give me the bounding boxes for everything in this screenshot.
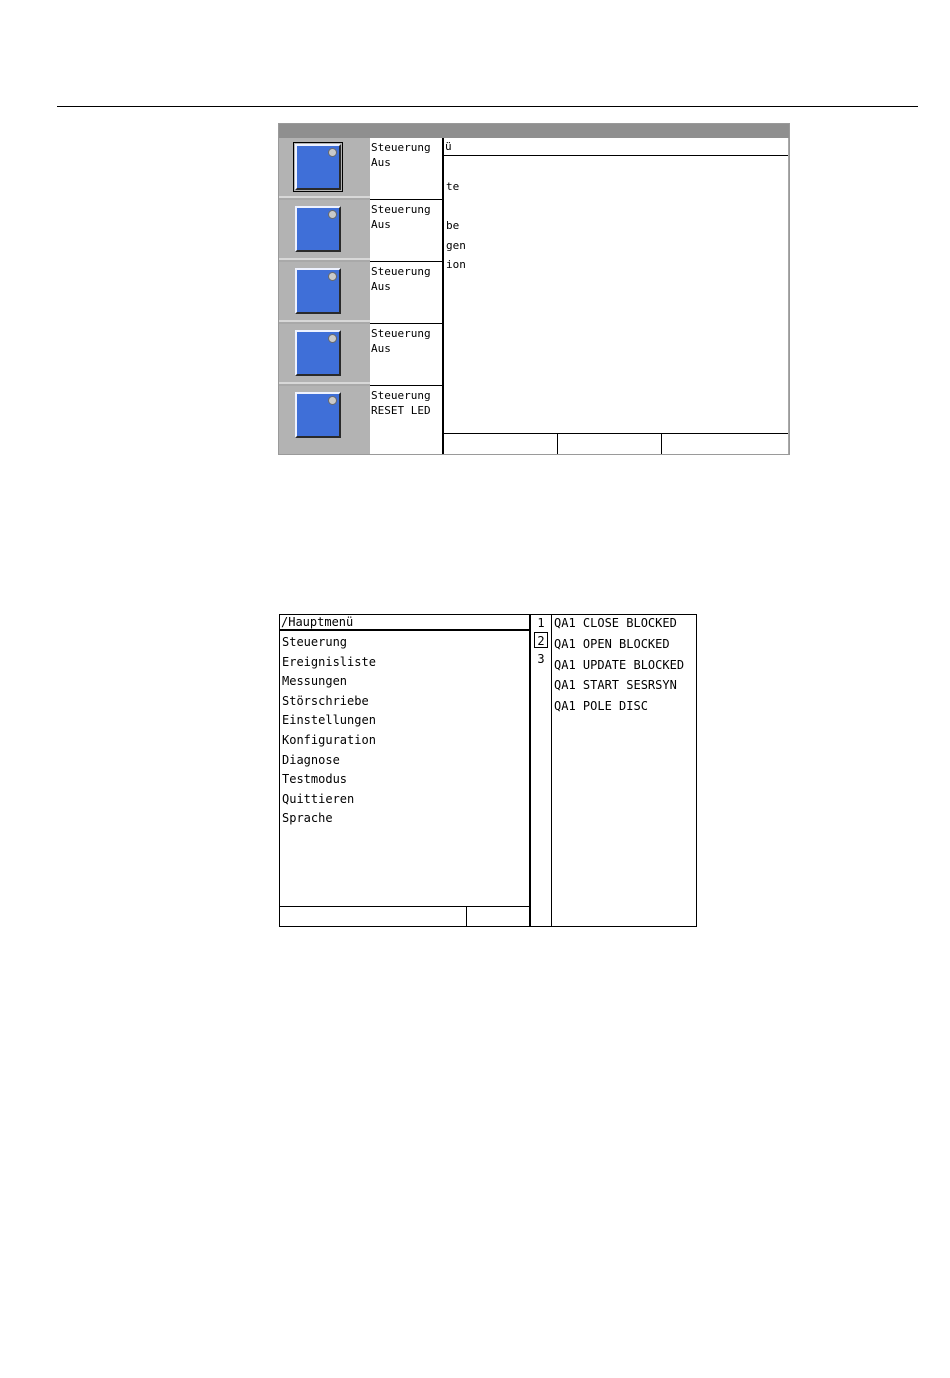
function-key-label-5 bbox=[370, 386, 442, 448]
function-key-label-line2: Aus bbox=[371, 280, 391, 293]
page-header-rule bbox=[57, 106, 918, 107]
main-menu-pane bbox=[280, 615, 529, 926]
function-key-3[interactable] bbox=[295, 268, 341, 314]
status-cell-divider bbox=[557, 434, 558, 454]
function-key-1[interactable] bbox=[295, 144, 341, 190]
alarm-text: QA1 CLOSE BLOCKED bbox=[554, 616, 677, 630]
function-key-2[interactable] bbox=[295, 206, 341, 252]
menu-item-konfiguration[interactable]: Konfiguration bbox=[282, 733, 376, 747]
function-key-label-line2: RESET LED bbox=[371, 404, 431, 417]
function-key-label-4 bbox=[370, 324, 442, 386]
function-key-row-4 bbox=[279, 324, 370, 384]
divider bbox=[551, 615, 552, 926]
alarm-page-selector bbox=[531, 615, 551, 926]
panel-top-bar bbox=[279, 124, 789, 138]
menu-display-area bbox=[444, 138, 788, 454]
page-tab-1[interactable]: 1 bbox=[537, 616, 545, 630]
function-key-label-line2: Aus bbox=[371, 218, 391, 231]
display-title: ü bbox=[444, 138, 788, 156]
menu-item-ereignisliste[interactable]: Ereignisliste bbox=[282, 655, 376, 669]
menu-item-stoerschriebe[interactable]: Störschriebe bbox=[282, 694, 369, 708]
led-icon bbox=[328, 210, 337, 219]
function-key-label-line1: Steuerung bbox=[371, 265, 431, 278]
menu-item-sprache[interactable]: Sprache bbox=[282, 811, 333, 825]
function-key-row-5 bbox=[279, 386, 370, 454]
menu-item-diagnose[interactable]: Diagnose bbox=[282, 753, 340, 767]
page-tab-2[interactable]: 2 bbox=[534, 632, 548, 648]
function-key-label-1 bbox=[370, 138, 442, 200]
function-key-4[interactable] bbox=[295, 330, 341, 376]
alarm-text: QA1 START SESRSYN bbox=[554, 678, 677, 692]
function-key-label-line1: Steuerung bbox=[371, 327, 431, 340]
menu-item-quittieren[interactable]: Quittieren bbox=[282, 792, 355, 806]
function-key-label-2 bbox=[370, 200, 442, 262]
display-line: be bbox=[446, 219, 460, 232]
function-key-label-3 bbox=[370, 262, 442, 324]
alarm-text: QA1 UPDATE BLOCKED bbox=[554, 658, 685, 672]
function-key-row-1 bbox=[279, 138, 370, 198]
display-status-bar bbox=[444, 433, 788, 454]
led-icon bbox=[328, 148, 337, 157]
function-key-row-3 bbox=[279, 262, 370, 322]
display-line: te bbox=[446, 180, 460, 193]
function-key-label-line2: Aus bbox=[371, 342, 391, 355]
led-icon bbox=[328, 272, 337, 281]
function-key-row-2 bbox=[279, 200, 370, 260]
status-cell-divider bbox=[466, 907, 467, 926]
alarm-text: QA1 POLE DISC bbox=[554, 699, 648, 713]
display-line: ion bbox=[446, 258, 466, 271]
menu-status-bar bbox=[280, 906, 529, 926]
menu-item-steuerung[interactable]: Steuerung bbox=[282, 635, 348, 649]
alarm-led-pane bbox=[553, 615, 696, 926]
alarm-text: QA1 OPEN BLOCKED bbox=[554, 637, 670, 651]
function-key-5[interactable] bbox=[295, 392, 341, 438]
function-key-column bbox=[279, 138, 370, 454]
function-key-label-line1: Steuerung bbox=[371, 141, 431, 154]
menu-item-testmodus[interactable]: Testmodus bbox=[282, 772, 348, 786]
menu-title: /Hauptmenü bbox=[280, 615, 529, 631]
display-line: gen bbox=[446, 239, 466, 252]
function-key-label-line1: Steuerung bbox=[371, 203, 431, 216]
function-key-label-line2: Aus bbox=[371, 156, 391, 169]
lhmi-screen-main-menu bbox=[279, 614, 697, 927]
led-icon bbox=[328, 396, 337, 405]
function-key-label-line1: Steuerung bbox=[371, 389, 431, 402]
page-tab-3[interactable]: 3 bbox=[537, 652, 545, 666]
menu-item-einstellungen[interactable]: Einstellungen bbox=[282, 713, 376, 727]
menu-item-messungen[interactable]: Messungen bbox=[282, 674, 348, 688]
function-key-labels bbox=[370, 138, 442, 454]
led-icon bbox=[328, 334, 337, 343]
lhmi-screen-function-keys bbox=[278, 123, 790, 455]
status-cell-divider bbox=[661, 434, 662, 454]
